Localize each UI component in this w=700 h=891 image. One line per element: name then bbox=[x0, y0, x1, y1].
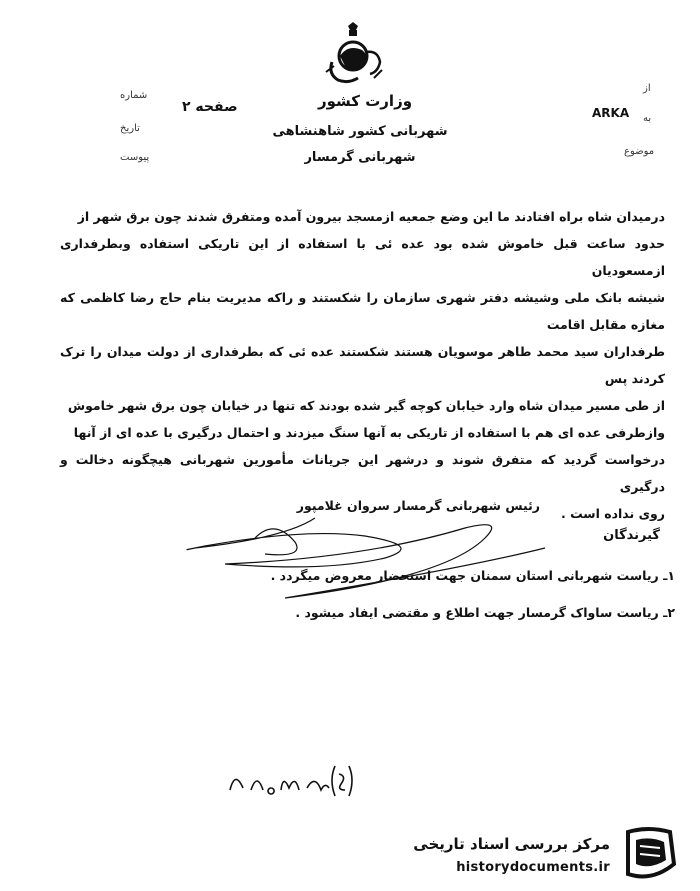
from-label: از bbox=[643, 83, 651, 94]
recipient-item: ۲ـ ریاست ساواک گرمسار جهت اطلاع و مقتضی ایفاد میشود . bbox=[295, 605, 675, 620]
body-line: حدود ساعت قبل خاموش شده بود عده ئی با استفاده از این تاریکی استفاده وبطرفداری ازمسعودیان bbox=[60, 236, 665, 278]
handwritten-archive-number bbox=[225, 760, 355, 800]
body-line: شیشه بانک ملی وشیشه دفتر شهری سازمان را شکستند و راکه مدیریت بنام حاج رضا کاظمی که مغازه مقابل اقامت bbox=[60, 290, 665, 332]
police-header: شهربانی کشور شاهنشاهی bbox=[272, 124, 448, 139]
attachment-label: پیوست bbox=[120, 152, 150, 163]
date-label: تاریخ bbox=[120, 123, 140, 134]
archive-logo-icon bbox=[618, 826, 680, 882]
body-line: درمیدان شاه براه افتادند ما این وضع جمعیه ازمسجد بیرون آمده ومتفرق شدند چون برق شهر از bbox=[77, 209, 665, 224]
lion-and-sun-emblem-icon bbox=[318, 22, 388, 92]
body-line: روی نداده است . bbox=[560, 506, 665, 521]
recipient-item: ۱ـ ریاست شهربانی استان سمنان جهت استحضار معروض میگردد . bbox=[270, 568, 675, 583]
body-line: طرفداران سید محمد طاهر موسویان هستند شکستند عده ئی که بطرفداری از دولت میدان را ترک کردند پس bbox=[60, 344, 665, 386]
police-local-header: شهربانی گرمسار bbox=[304, 150, 416, 165]
letter-body bbox=[60, 203, 665, 527]
subject-label: موضوع bbox=[624, 146, 655, 157]
recipients-title: گیرندگان bbox=[603, 528, 660, 543]
body-line: درخواست گردید که متفرق شوند و درشهر این جریانات مأمورین شهربانی هیچگونه دخالت و درگیری bbox=[60, 452, 665, 494]
ministry-title: وزارت کشور bbox=[317, 92, 413, 110]
watermark-url: historydocuments.ir bbox=[456, 860, 610, 875]
body-line: از طی مسیر میدان شاه وارد خیابان کوچه گیر شده بودند که تنها در خیابان چون برق شهر خاموش bbox=[67, 398, 665, 413]
number-label: شماره bbox=[120, 90, 148, 101]
signature-title: رئیس شهربانی گرمسار سروان غلامپور bbox=[296, 498, 540, 513]
body-line: وازطرفی عده ای هم با استفاده از تاریکی به آنها سنگ میزدند و احتمال درگیری با عده ای از آنها bbox=[73, 425, 665, 440]
handwritten-signature bbox=[165, 498, 565, 608]
to-label: به bbox=[643, 113, 652, 124]
to-value: ARKA bbox=[592, 106, 630, 120]
page-reference: صفحه ۲ bbox=[182, 99, 238, 115]
watermark-name: مرکز بررسی اسناد تاریخی bbox=[413, 835, 610, 853]
